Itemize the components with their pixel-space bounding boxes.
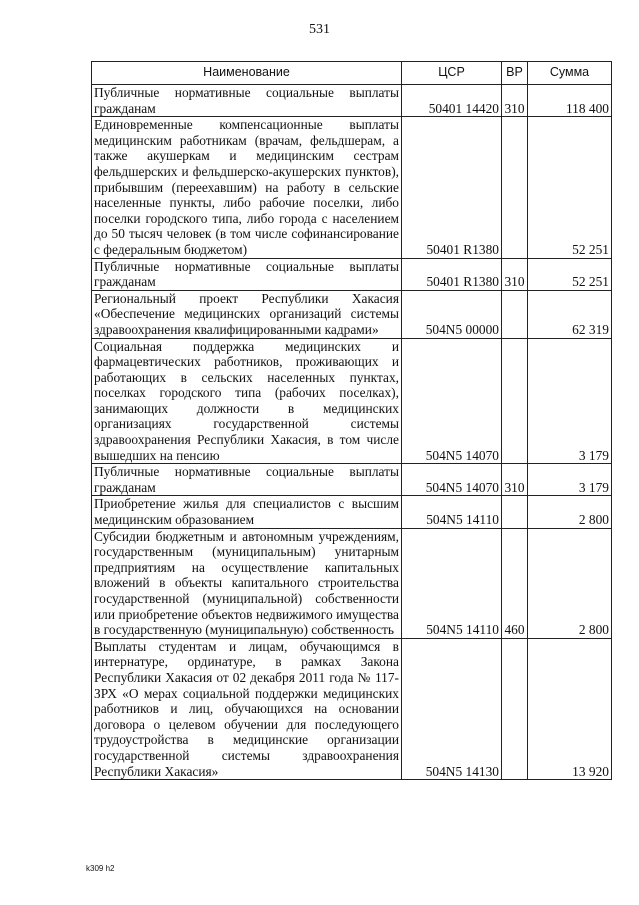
row-csr: 504N5 14070 — [402, 338, 502, 464]
row-sum: 3 179 — [528, 464, 612, 496]
row-name: Публичные нормативные социальные выплаты гражданам — [92, 464, 402, 496]
row-vr: 460 — [502, 528, 528, 638]
row-csr: 504N5 14070 — [402, 464, 502, 496]
row-vr — [502, 638, 528, 779]
row-sum: 2 800 — [528, 496, 612, 528]
table-header-row — [92, 62, 612, 85]
table-row — [92, 528, 612, 638]
row-sum: 2 800 — [528, 528, 612, 638]
row-sum: 13 920 — [528, 638, 612, 779]
table-row — [92, 338, 612, 464]
row-vr: 310 — [502, 464, 528, 496]
row-sum: 52 251 — [528, 117, 612, 258]
row-csr: 504N5 00000 — [402, 290, 502, 338]
row-name: Публичные нормативные социальные выплаты гражданам — [92, 258, 402, 290]
footer-code: k309 h2 — [86, 864, 115, 873]
row-name: Единовременные компенсационные выплаты медицинским работникам (врачам, фельдшерам, а также акушеркам и медицинским сестрам фельдшерских и фельдшерско-акушерских пунктов), прибывшим (переехавшим) на работу в сельские населенные пункты, либо рабочие поселки, либо поселки городского типа, либо города с населением до 50 тысяч человек (в том числе софинансирование с федеральным бюджетом) — [92, 117, 402, 258]
row-csr: 504N5 14110 — [402, 496, 502, 528]
row-csr: 50401 R1380 — [402, 117, 502, 258]
table-row — [92, 638, 612, 779]
table-row — [92, 464, 612, 496]
row-sum: 118 400 — [528, 85, 612, 117]
table-row — [92, 85, 612, 117]
row-vr — [502, 290, 528, 338]
row-vr — [502, 117, 528, 258]
table-row — [92, 496, 612, 528]
row-name: Публичные нормативные социальные выплаты гражданам — [92, 85, 402, 117]
row-csr: 504N5 14130 — [402, 638, 502, 779]
page-number: 531 — [309, 22, 330, 37]
row-sum: 62 319 — [528, 290, 612, 338]
table-row — [92, 117, 612, 258]
row-vr — [502, 496, 528, 528]
header-name: Наименование — [92, 62, 402, 85]
row-csr: 50401 R1380 — [402, 258, 502, 290]
row-sum: 52 251 — [528, 258, 612, 290]
row-name: Выплаты студентам и лицам, обучающимся в интернатуре, ординатуре, в рамках Закона Республики Хакасия от 02 декабря 2011 года № 117-ЗРХ «О мерах социальной поддержки медицинских работников и лиц, обучающихся на основании договора о целевом обучении для последующего трудоустройства в медицинские организации государственной системы здравоохранения Республики Хакасия» — [92, 638, 402, 779]
header-sum: Сумма — [528, 62, 612, 85]
header-vr: ВР — [502, 62, 528, 85]
row-csr: 504N5 14110 — [402, 528, 502, 638]
row-name: Субсидии бюджетным и автономным учреждениям, государственным (муниципальным) унитарным предприятиям на осуществление капитальных вложений в объекты капитального строительства государственной (муниципальной) собственности или приобретение объектов недвижимого имущества в государственную (муниципальную) собственность — [92, 528, 402, 638]
row-vr — [502, 338, 528, 464]
header-csr: ЦСР — [402, 62, 502, 85]
row-csr: 50401 14420 — [402, 85, 502, 117]
row-name: Приобретение жилья для специалистов с высшим медицинским образованием — [92, 496, 402, 528]
row-vr: 310 — [502, 258, 528, 290]
budget-table — [91, 61, 612, 780]
table-row — [92, 258, 612, 290]
row-name: Социальная поддержка медицинских и фармацевтических работников, проживающих и работающих в сельских населенных пунктах, поселках городского типа (рабочих поселках), занимающих должности в медицинских организациях государственной системы здравоохранения Республики Хакасия, в том числе вышедших на пенсию — [92, 338, 402, 464]
table-row — [92, 290, 612, 338]
row-sum: 3 179 — [528, 338, 612, 464]
row-vr: 310 — [502, 85, 528, 117]
row-name: Региональный проект Республики Хакасия «Обеспечение медицинских организаций системы здравоохранения квалифицированными кадрами» — [92, 290, 402, 338]
